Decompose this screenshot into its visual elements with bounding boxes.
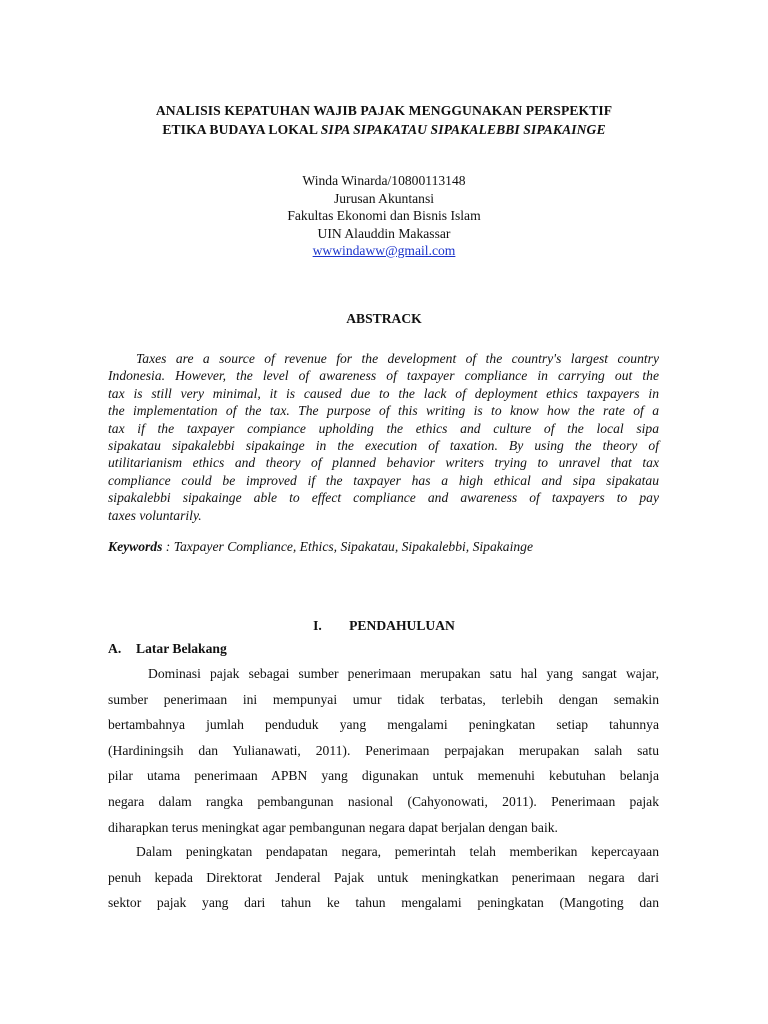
- title-line-2: [90, 120, 678, 139]
- section-title: PENDAHULUAN: [349, 618, 455, 633]
- keywords-text: : Taxpayer Compliance, Ethics, Sipakatau, Sipakalebbi, Sipakainge: [162, 539, 533, 554]
- abstract-line: taxes voluntarily.: [108, 507, 202, 523]
- paragraph-line: bertambahnya jumlah penduduk yang mengalami peningkatan setiap tahunnya: [108, 717, 659, 733]
- abstract-line: compliance could be improved if the taxpayer has a high ethical and sipa sipakatau: [108, 472, 659, 488]
- abstract-line: sipakatau sipakalebbi sipakainge in the execution of taxation. By using the theory of: [108, 437, 659, 453]
- abstract-line: sipakalebbi sipakainge able to effect compliance and awareness of taxpayers to pay: [108, 490, 659, 506]
- author-name: Winda Winarda/10800113148: [302, 173, 466, 188]
- abstract-line: utilitarianism ethics and theory of planned behavior writers trying to unravel that tax: [108, 455, 659, 471]
- abstract-heading: ABSTRACK: [346, 311, 422, 326]
- title-line-1: ANALISIS KEPATUHAN WAJIB PAJAK MENGGUNAKAN PERSPEKTIF: [155, 103, 613, 118]
- paragraph-line: pilar utama penerimaan APBN yang digunakan untuk memenuhi kebutuhan belanja: [108, 768, 659, 784]
- paragraph-line: negara dalam rangka pembangunan nasional (Cahyonowati, 2011). Penerimaan pajak: [108, 793, 659, 809]
- section-heading: [184, 617, 584, 635]
- paragraph-line: sumber penerimaan ini mempunyai umur tidak terbatas, terlebih dengan semakin: [108, 691, 659, 707]
- abstract-line: Indonesia. However, the level of awareness of taxpayer compliance in carrying out the: [108, 368, 659, 384]
- abstract-line: tax is still very minimal, it is caused due to the lack of deployment ethics taxpayers in: [108, 385, 659, 401]
- paragraph-line: diharapkan terus meningkat agar pembangunan negara dapat berjalan dengan baik.: [108, 819, 558, 835]
- subsection-number: A.: [108, 641, 122, 656]
- abstract-line: Taxes are a source of revenue for the development of the country's largest country: [136, 351, 659, 366]
- abstract-line: tax if the taxpayer compiance upholding the ethics and culture of the local sipa: [108, 420, 659, 436]
- abstract-line: the implementation of the tax. The purpose of this writing is to know how the rate of a: [108, 403, 659, 419]
- paragraph-line: (Hardiningsih dan Yulianawati, 2011). Penerimaan perpajakan merupakan salah satu: [108, 742, 659, 758]
- author-email-link[interactable]: wwwindaww@gmail.com: [312, 243, 456, 258]
- author-department: Jurusan Akuntansi: [333, 190, 435, 206]
- title-line-2-italic: SIPA SIPAKATAU SIPAKALEBBI SIPAKAINGE: [320, 122, 606, 137]
- paragraph-2: [108, 843, 659, 920]
- author-block: [184, 172, 584, 260]
- paper-title: [90, 101, 678, 139]
- paragraph-1: [108, 665, 659, 844]
- abstract-body: [108, 350, 659, 524]
- paragraph-line: sektor pajak yang dari tahun ke tahun mengalami peningkatan (Mangoting dan: [108, 895, 659, 911]
- paragraph-line: penuh kepada Direktorat Jenderal Pajak untuk meningkatkan penerimaan negara dari: [108, 869, 659, 885]
- subsection-title: Latar Belakang: [136, 641, 227, 656]
- paragraph-line: Dominasi pajak sebagai sumber penerimaan merupakan satu hal yang sangat wajar,: [148, 666, 659, 681]
- keywords-label: Keywords: [108, 539, 163, 554]
- subsection-heading: [108, 640, 508, 658]
- author-faculty: Fakultas Ekonomi dan Bisnis Islam: [287, 208, 481, 223]
- paragraph-line: Dalam peningkatan pendapatan negara, pemerintah telah memberikan kepercayaan: [136, 844, 659, 859]
- title-line-2-plain: ETIKA BUDAYA LOKAL: [162, 122, 321, 137]
- keywords: [108, 538, 668, 556]
- section-number: I.: [313, 618, 322, 633]
- author-university: UIN Alauddin Makassar: [317, 225, 451, 241]
